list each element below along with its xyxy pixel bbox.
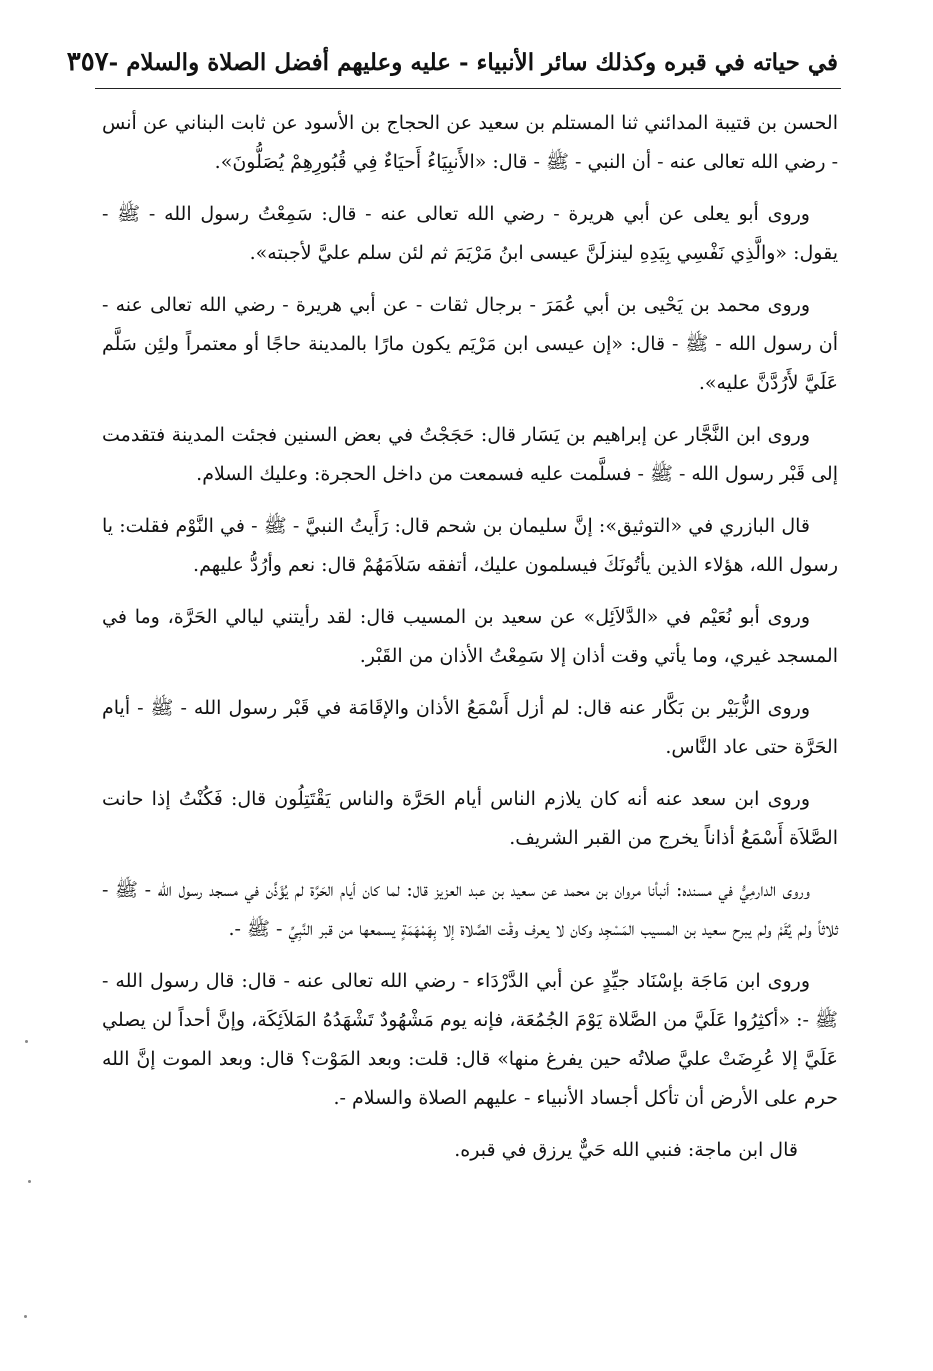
paragraph-2: وروى أبو يعلى عن أبي هريرة - رضي الله تعالى عنه - قال: سَمِعْتُ رسول الله - ﷺ - يقول: «والَّذِي نَفْسِي بِيَدِهِ لينزلَنَّ عيسى ابنُ مَرْيَمَ ثم لئن سلم عليَّ لأجبته». bbox=[102, 203, 838, 264]
paragraph-4: وروى ابن النَّجَّار عن إبراهيم بن يَسَار قال: حَجَجْتُ في بعض السنين فجئت المدينة فتقدمت إلى قَبْر رسول الله - ﷺ - فسلَّمت عليه فسمعت من داخل الحجرة: وعليك السلام. bbox=[102, 424, 838, 485]
header-rule bbox=[95, 88, 841, 89]
paragraph-5: قال البازري في «التوثيق»: إنَّ سليمان بن شحم قال: رَأَيتُ النبيَّ - ﷺ - في النَّوْم فقلت: يا رسول الله، هؤلاء الذين يأتُونَكَ فيسلمون عليك، أتفقه سَلاَمَهُمْ قال: نعم وأرُدُّ عليهم. bbox=[102, 515, 838, 576]
body-text bbox=[102, 104, 838, 1183]
scan-margin-marks bbox=[22, 1040, 32, 1340]
scan-dot bbox=[28, 1180, 31, 1183]
paragraph-9: وروى الدارمِيُّ في مسنده: أنبأنا مروان بن محمد عن سعيد بن عبد العزيز قال: لما كان أيام الحَرَّة لم يُؤَذَّن في مسجد رسول الله - ﷺ - ثلاثاً ولم يُقَمْ ولم يبرح سعيد بن المسيب المَسْجِد وكان لا يعرف وقْت الصَّلاة إلا بِهَمْهَمَةٍ يسمعها من قبر النَّبِيِّ - ﷺ -. bbox=[102, 879, 838, 940]
closing-line: قال ابن ماجة: فنبي الله حَيٌّ يرزق في قبره. bbox=[454, 1139, 798, 1161]
paragraph-8: وروى ابن سعد عنه أنه كان يلازم الناس أيام الحَرَّة والناس يَقْتَتِلُون قال: فَكُنْتُ إذا حانت الصَّلاَة أَسْمَعُ أذاناً يخرج من القبر الشريف. bbox=[102, 788, 838, 849]
page-number: ٣٥٧ bbox=[66, 47, 109, 77]
paragraph-3: وروى محمد بن يَحْيى بن أبي عُمَرَ - برجال ثقات - عن أبي هريرة - رضي الله تعالى عنه - أن رسول الله - ﷺ - قال: «إن عيسى ابن مَرْيَم يكون مارًا بالمدينة حاجًا أو معتمراً ولئِن سَلَّم عَلَيَّ لأَرُدَّنَّ عليه». bbox=[102, 294, 838, 394]
scan-dot bbox=[24, 1315, 27, 1318]
paragraph-6: وروى أبو نُعَيْم في «الدَّلاَئِل» عن سعيد بن المسيب قال: لقد رأيتني ليالي الحَرَّة، وما في المسجد غيري، وما يأتي وقت أذان إلا سَمِعْتُ الأذان من القَبْر. bbox=[102, 606, 838, 667]
paragraph-10: وروى ابن مَاجَة بإسْنَاد جيِّدٍ عن أبي الدَّرْدَاء - رضي الله تعالى عنه - قال: قال رسول الله - ﷺ -: «أكثِرُوا عَلَيَّ من الصَّلاة يَوْمَ الجُمُعَة، فإنه يوم مَشْهُودٌ تَشْهَدُهُ المَلاَئِكَة، وإنَّ أحداً لن يصلي عَلَيَّ إلا عُرِضَتْ عليَّ صلاتُه حين يفرغ منها» قال: قلت: وبعد المَوْت؟ قال: وبعد الموت إنَّ الله حرم على الأرض أن تأكل أجساد الأنبياء - عليهم الصلاة والسلام -. bbox=[102, 970, 838, 1109]
paragraph-7: وروى الزُّبَيْر بن بَكَّار عنه قال: لم أزل أَسْمَعُ الأذان والإقَامَة في قَبْر رسول الله - ﷺ - أيام الحَرَّة حتى عاد النَّاس. bbox=[102, 697, 838, 758]
page-header bbox=[66, 42, 838, 82]
paragraph-1: الحسن بن قتيبة المدائني ثنا المستلم بن سعيد عن الحجاج بن الأسود عن ثابت البناني عن أنس - رضي الله تعالى عنه - أن النبي - ﷺ - قال: «الأَنبِيَاءُ أَحيَاءٌ فِي قُبُورِهِمْ يُصَلُّونَ». bbox=[102, 112, 838, 173]
scan-dot bbox=[25, 1040, 28, 1043]
running-title: في حياته في قبره وكذلك سائر الأنبياء - عليه وعليهم أفضل الصلاة والسلام - bbox=[108, 48, 838, 76]
